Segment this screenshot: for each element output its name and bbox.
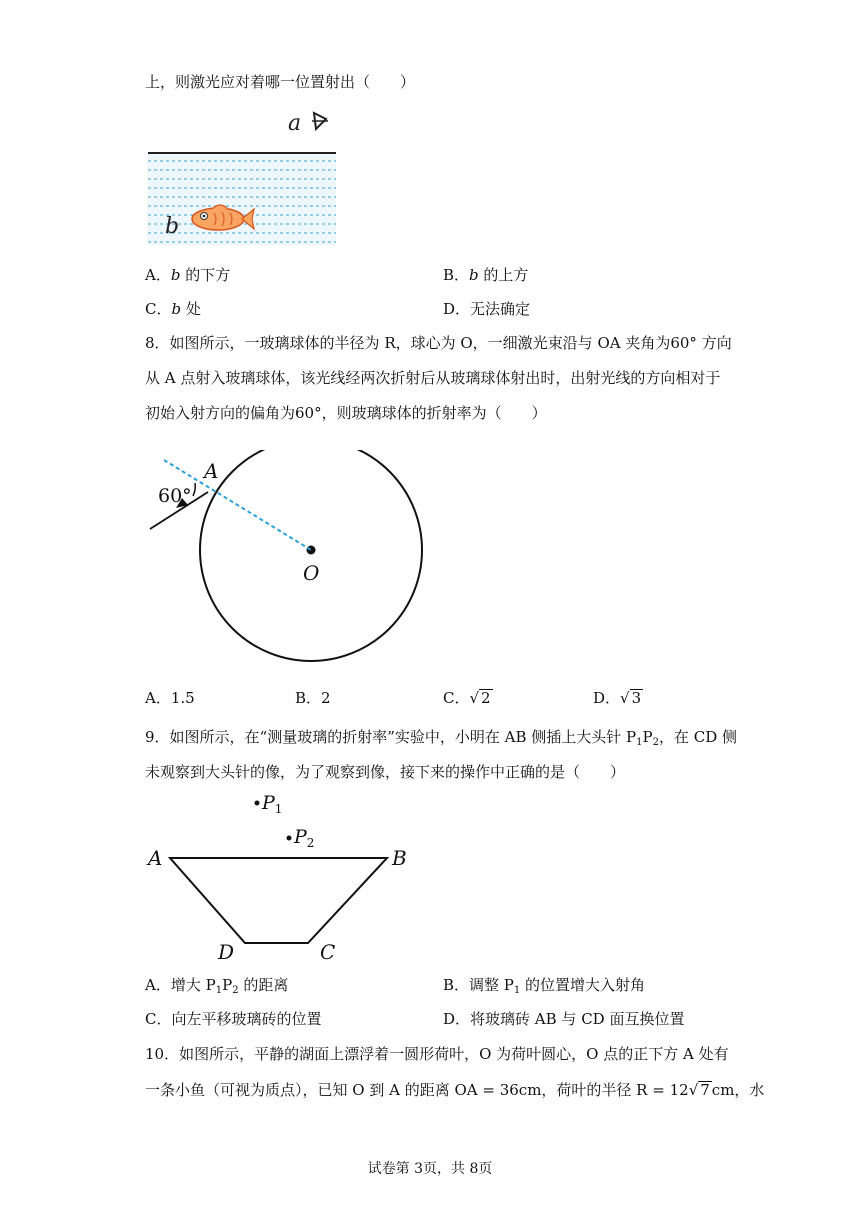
q10-line-2: 一条小鱼（可视为质点），已知 O 到 A 的距离 OA = 36cm，荷叶的半径 R = 12√ 7 cm，水 <box>145 1081 765 1099</box>
q8-option-c[interactable]: C．√ 2 <box>443 689 491 707</box>
q8-option-a[interactable]: A．1.5 <box>145 689 195 707</box>
point-O-label: O <box>303 561 320 585</box>
q7-tail-text: 上，则激光应对着哪一位置射出（ ） <box>145 73 416 91</box>
point-a-label: a <box>288 111 302 136</box>
vertex-B-label: B <box>392 846 407 870</box>
page-footer: 试卷第 3页，共 8页 <box>367 1161 493 1177</box>
q9-option-d[interactable]: D．将玻璃砖 AB 与 CD 面互换位置 <box>443 1010 685 1028</box>
vertex-C-label: C <box>320 940 336 964</box>
point-b-label: b <box>165 214 180 239</box>
eye-icon <box>312 113 328 129</box>
q8-line-2: 从 A 点射入玻璃球体，该光线经两次折射后从玻璃球体射出时，出射光线的方向相对于 <box>145 369 721 387</box>
q9-line-1: 9．如图所示，在“测量玻璃的折射率”实验中，小明在 AB 侧插上大头针 $P_1P_2$，在 CD 侧 <box>145 728 738 748</box>
glass-sphere-figure <box>140 450 430 690</box>
glass-sphere-circle <box>200 450 422 661</box>
q8-line-1: 8．如图所示，一玻璃球体的半径为 R，球心为 O，一细激光束沿与 OA 夹角为60° 方向 <box>145 334 732 352</box>
q7-option-c[interactable]: C．b 处 <box>145 300 201 318</box>
fish-water-figure <box>140 105 350 250</box>
trapezoid-brick <box>170 858 387 943</box>
angle-label: 60° <box>158 485 192 507</box>
q9-option-b[interactable]: B．调整 $P_1$ 的位置增大入射角 <box>443 976 646 996</box>
q7-option-a[interactable]: A．b 的下方 <box>145 266 231 284</box>
q9-option-c[interactable]: C．向左平移玻璃砖的位置 <box>145 1010 322 1028</box>
q9-line-2: 未观察到大头针的像，为了观察到像，接下来的操作中正确的是（ ） <box>145 763 626 781</box>
pin-p2-label: $P_2$ <box>294 826 315 850</box>
q7-option-d[interactable]: D．无法确定 <box>443 300 531 318</box>
q8-option-b[interactable]: B．2 <box>295 689 331 707</box>
q8-line-3: 初始入射方向的偏角为60°，则玻璃球体的折射率为（ ） <box>145 404 547 422</box>
q9-option-a[interactable]: A．增大 $P_1P_2$ 的距离 <box>145 976 289 996</box>
q7-option-b[interactable]: B．b 的上方 <box>443 266 529 284</box>
angle-arc <box>193 483 195 496</box>
pin-p2-dot <box>287 836 292 841</box>
q10-line-1: 10．如图所示，平静的湖面上漂浮着一圆形荷叶，O 为荷叶圆心，O 点的正下方 A 处有 <box>145 1045 729 1063</box>
vertex-A-label: A <box>148 846 163 870</box>
q8-option-d[interactable]: D．√ 3 <box>593 689 642 707</box>
vertex-D-label: D <box>218 940 235 964</box>
glass-brick-figure <box>140 785 430 965</box>
pin-p1-label: $P_1$ <box>262 792 283 816</box>
pin-p1-dot <box>255 801 260 806</box>
point-A-label: A <box>204 459 219 483</box>
